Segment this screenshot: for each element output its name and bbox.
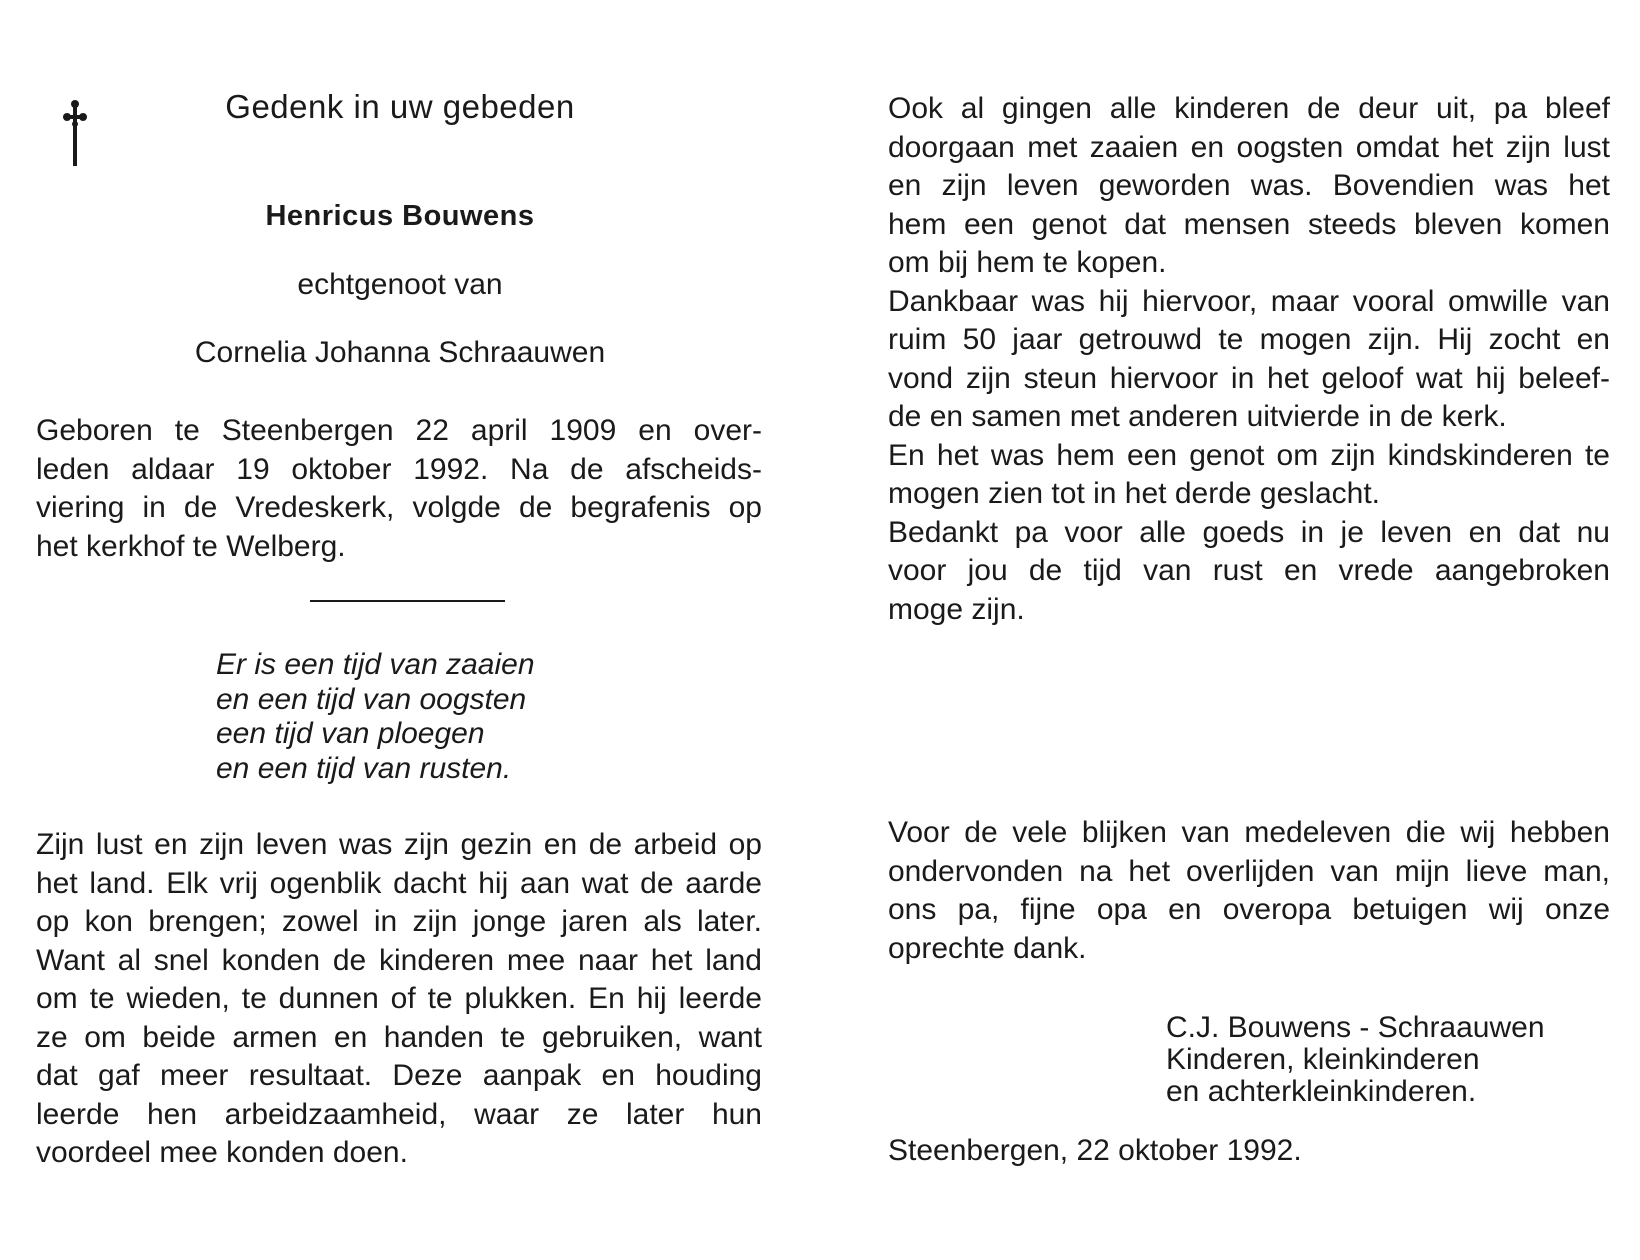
life-line: leerde hen arbeidzaamheid, waar ze later hun [36, 1097, 762, 1131]
tribute-line: hem een genot dat mensen steeds bleven komen [888, 207, 1610, 241]
bio-line: het kerkhof te Welberg. [36, 529, 346, 563]
tribute-line: de en samen met anderen uitvierde in de kerk. [888, 400, 1507, 433]
tribute-line: doorgaan met zaaien en oogsten omdat het zijn lust [888, 130, 1610, 164]
divider [310, 600, 505, 602]
poem [216, 648, 535, 786]
poem-line: en een tijd van rusten. [216, 751, 512, 785]
spouse-name: Cornelia Johanna Schraauwen [194, 336, 606, 369]
bio-line: Geboren te Steenbergen 22 april 1909 en over- [36, 414, 762, 447]
thanks-paragraph [888, 814, 1610, 968]
life-line: Zijn lust en zijn leven was zijn gezin en de arbeid op [36, 828, 762, 861]
heading: Gedenk in uw gebeden [225, 88, 575, 125]
life-line: Want al snel konden de kinderen mee naar het land [36, 943, 762, 977]
tribute-line: En het was hem een genot om zijn kindskinderen te [888, 438, 1610, 472]
tribute-paragraph [888, 90, 1610, 629]
poem-line: en een tijd van oogsten [216, 682, 527, 716]
life-line: ze om beide armen en handen te gebruiken, want [36, 1020, 762, 1054]
life-line: het land. Elk vrij ogenblik dacht hij aan wat de aarde [36, 866, 762, 900]
tribute-line: voor jou de tijd van rust en vrede aangebroken [888, 554, 1610, 587]
relation-text: echtgenoot van [297, 268, 503, 301]
life-paragraph [36, 826, 762, 1173]
signature-block [1166, 1012, 1545, 1108]
life-line: dat gaf meer resultaat. Deze aanpak en houding [36, 1059, 762, 1092]
tribute-line: Bedankt pa voor alle goeds in je leven en dat nu [888, 515, 1610, 549]
signature-line: Kinderen, kleinkinderen [1166, 1043, 1480, 1076]
tribute-line: vond zijn steun hiervoor in het geloof wat hij beleef- [888, 361, 1610, 395]
tribute-line: ruim 50 jaar getrouwd te mogen zijn. Hij zocht en [888, 323, 1610, 356]
tribute-line: en zijn leven geworden was. Bovendien was het [888, 169, 1610, 202]
bio-line: viering in de Vredeskerk, volgde de begrafenis op [36, 491, 762, 524]
tribute-line: om bij hem te kopen. [888, 246, 1167, 279]
poem-line: Er is een tijd van zaaien [216, 648, 535, 681]
thanks-line: ondervonden na het overlijden van mijn lieve man, [888, 854, 1610, 888]
tribute-line: mogen zien tot in het derde geslacht. [888, 477, 1380, 510]
thanks-line: oprechte dank. [888, 931, 1087, 965]
tribute-line: Ook al gingen alle kinderen de deur uit, pa bleef [888, 92, 1610, 125]
life-line: om te wieden, te dunnen of te plukken. En hij leerde [36, 982, 762, 1015]
deceased-name: Henricus Bouwens [265, 200, 535, 232]
tribute-line: moge zijn. [888, 592, 1025, 626]
poem-line: een tijd van ploegen [216, 717, 485, 750]
thanks-line: ons pa, fijne opa en overopa betuigen wij onze [888, 893, 1610, 926]
signature-line: en achterkleinkinderen. [1166, 1075, 1477, 1108]
place-date: Steenbergen, 22 oktober 1992. [888, 1134, 1302, 1167]
life-line: voordeel mee konden doen. [36, 1136, 408, 1169]
bio-line: leden aldaar 19 oktober 1992. Na de afscheids- [36, 452, 762, 486]
life-line: op kon brengen; zowel in zijn jonge jaren als later. [36, 905, 762, 938]
bio-paragraph [36, 412, 762, 566]
thanks-line: Voor de vele blijken van medeleven die wij hebben [888, 816, 1610, 849]
signature-line: C.J. Bouwens - Schraauwen [1166, 1011, 1545, 1044]
tribute-line: Dankbaar was hij hiervoor, maar vooral omwille van [888, 284, 1610, 318]
